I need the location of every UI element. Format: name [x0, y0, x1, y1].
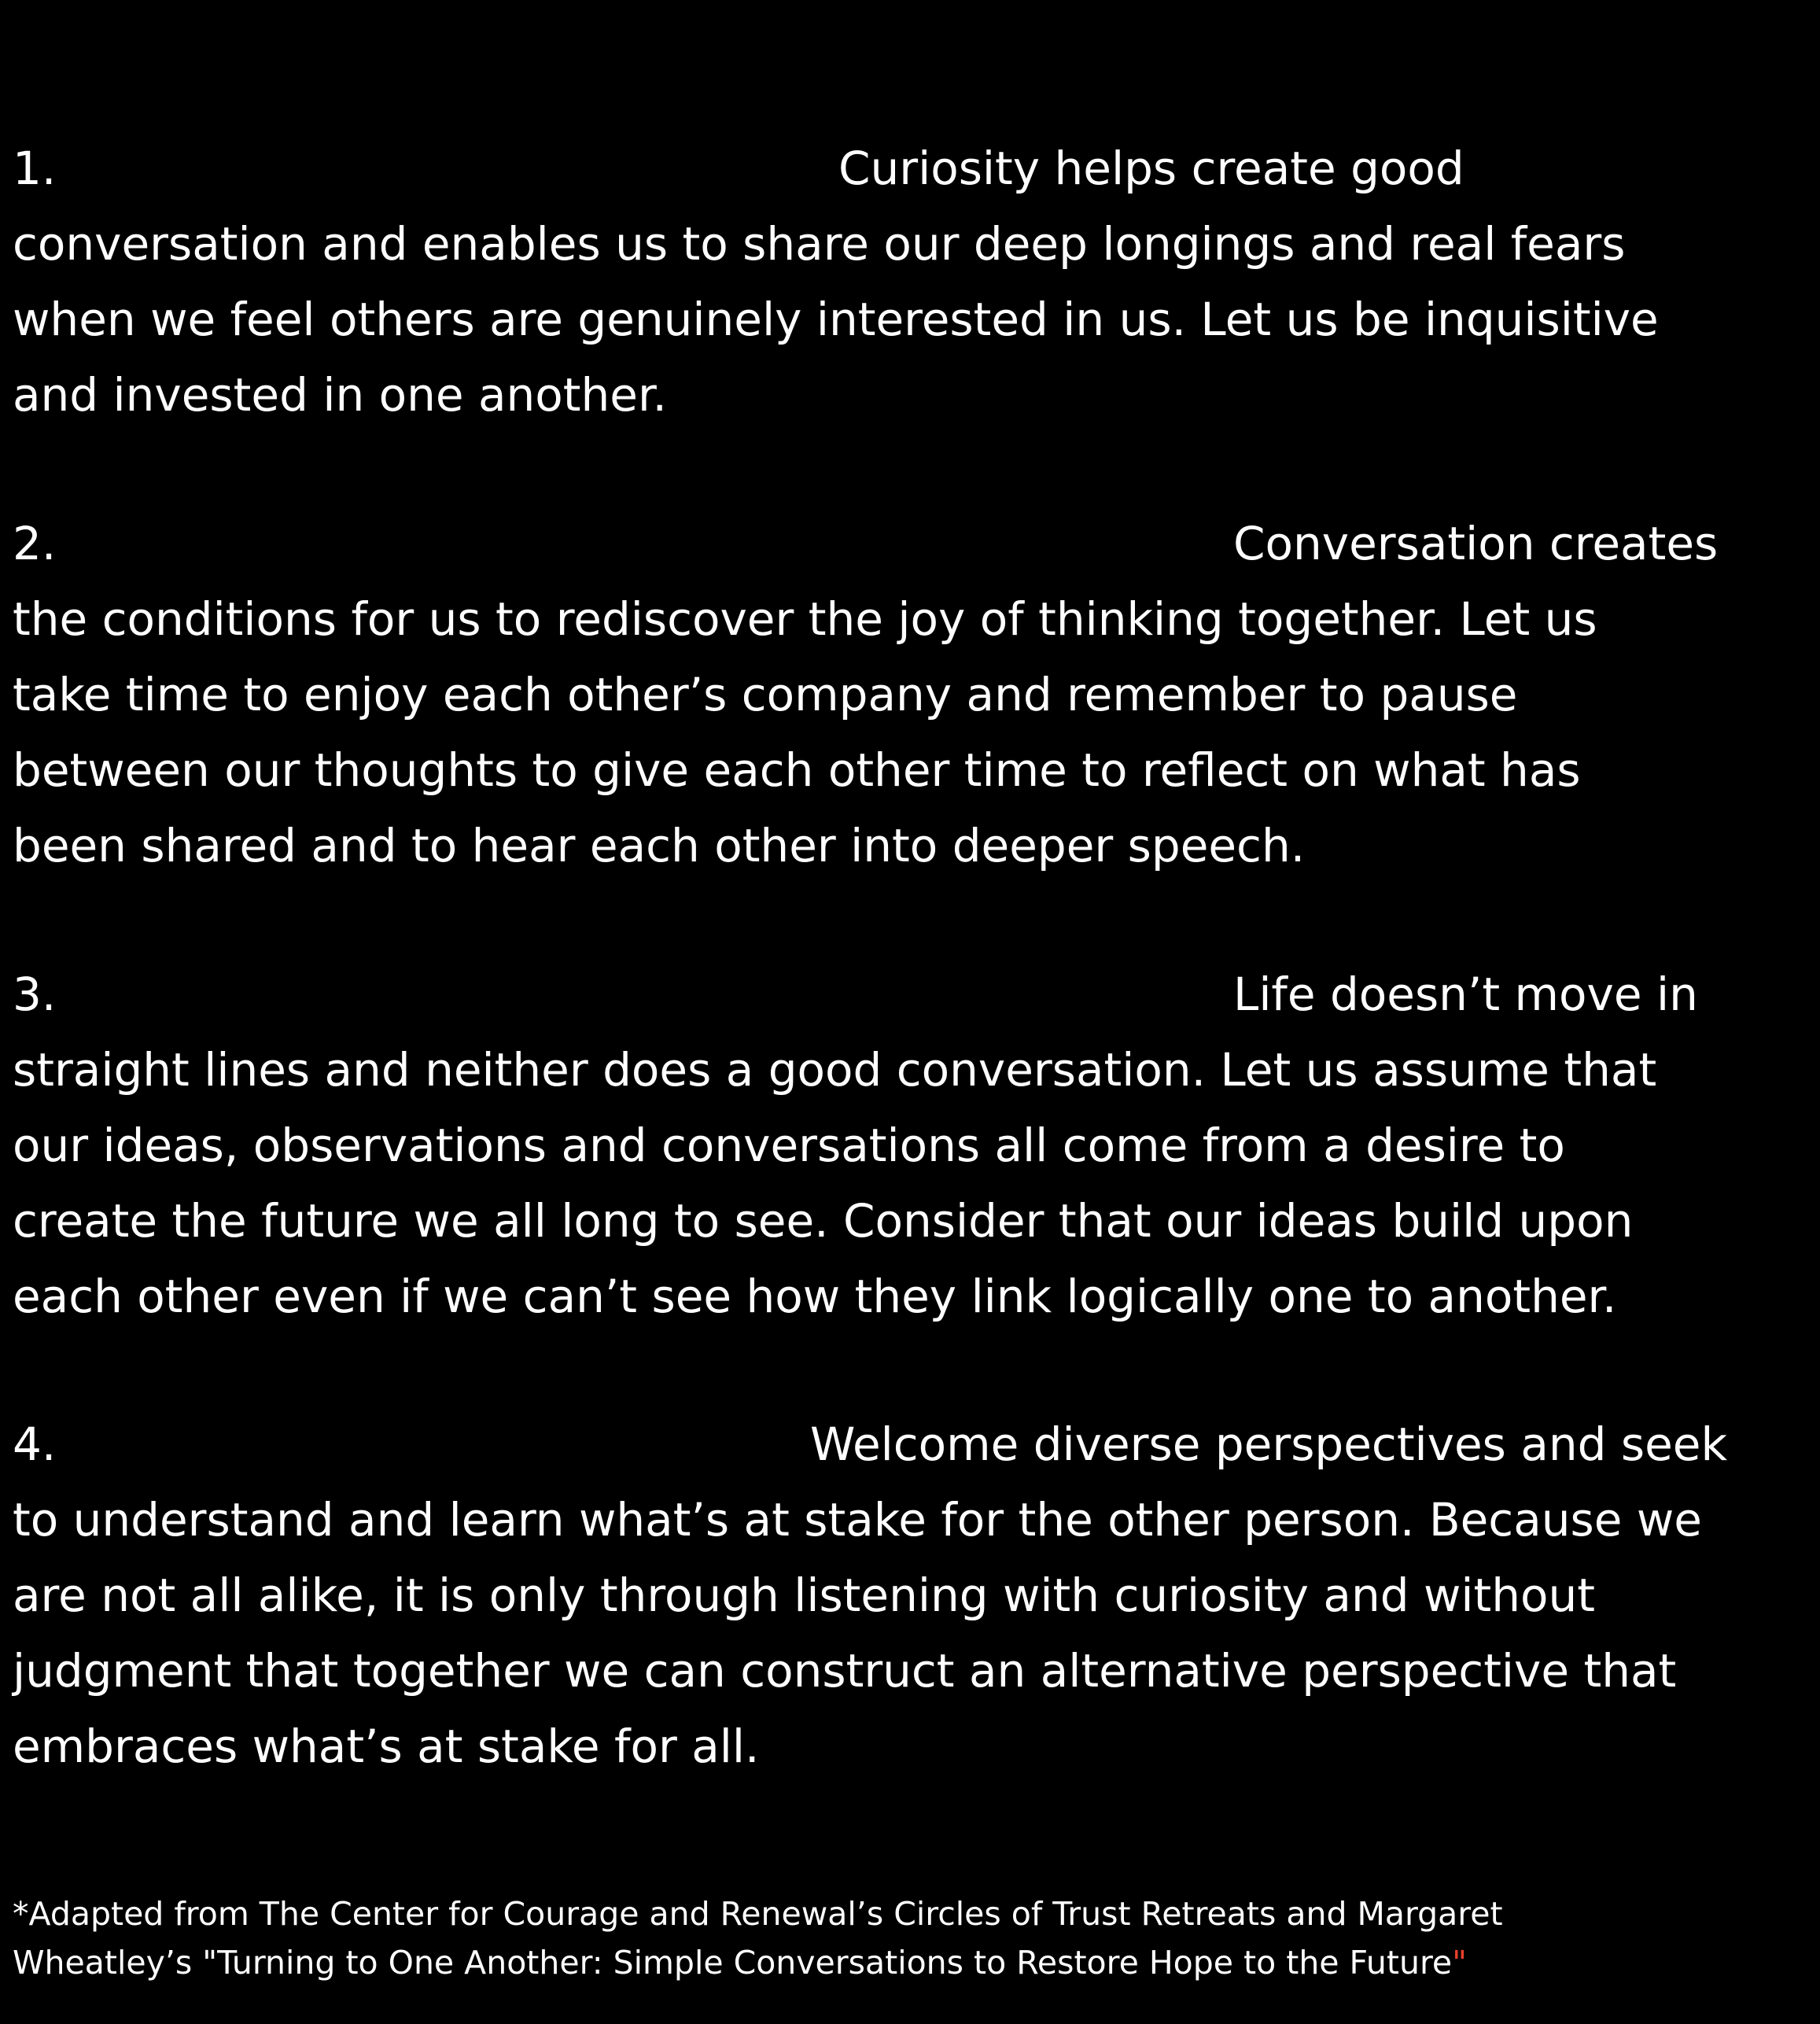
- item-3-lead: Life doesn’t move in: [1233, 968, 1698, 1021]
- item-1-line-2: when we feel others are genuinely interested in us. Let us be inquisitive: [13, 293, 1659, 346]
- item-3-line-4: each other even if we can’t see how they link logically one to another.: [13, 1270, 1617, 1323]
- item-2-line-3: between our thoughts to give each other time to reflect on what has: [13, 743, 1581, 797]
- item-2-line-4: been shared and to hear each other into deeper speech.: [13, 819, 1306, 872]
- item-2-line-1: the conditions for us to rediscover the joy of thinking together. Let us: [13, 592, 1597, 646]
- item-1-lead: Curiosity helps create good: [838, 142, 1464, 195]
- item-4-line-3: judgment that together we can construct an alternative perspective that: [13, 1644, 1677, 1698]
- item-1-line-3: and invested in one another.: [13, 368, 667, 422]
- item-4-line-2: are not all alike, it is only through listening with curiosity and without: [13, 1569, 1595, 1622]
- item-1-number: 1.: [13, 142, 57, 195]
- item-3-number: 3.: [13, 968, 57, 1021]
- item-3-line-1: straight lines and neither does a good conversation. Let us assume that: [13, 1043, 1657, 1097]
- item-3-line-3: create the future we all long to see. Consider that our ideas build upon: [13, 1194, 1634, 1248]
- footnote-line-2-text: Wheatley’s "Turning to One Another: Simple Conversations to Restore Hope to the Future: [13, 1944, 1453, 1982]
- item-2-number: 2.: [13, 517, 57, 570]
- footnote-closing-quote: ": [1452, 1944, 1467, 1982]
- item-2-line-2: take time to enjoy each other’s company and remember to pause: [13, 668, 1518, 721]
- item-4-lead: Welcome diverse perspectives and seek: [810, 1418, 1728, 1471]
- item-4-number: 4.: [13, 1418, 57, 1471]
- item-4-line-1: to understand and learn what’s at stake for the other person. Because we: [13, 1493, 1702, 1547]
- item-3-line-2: our ideas, observations and conversations all come from a desire to: [13, 1119, 1565, 1172]
- footnote-line-1: *Adapted from The Center for Courage and Renewal’s Circles of Trust Retreats and Margaret: [13, 1895, 1503, 1933]
- footnote-line-2: [13, 1938, 1467, 1987]
- item-1-line-1: conversation and enables us to share our deep longings and real fears: [13, 217, 1626, 271]
- item-2-lead: Conversation creates: [1233, 517, 1719, 570]
- item-4-line-4: embraces what’s at stake for all.: [13, 1720, 760, 1773]
